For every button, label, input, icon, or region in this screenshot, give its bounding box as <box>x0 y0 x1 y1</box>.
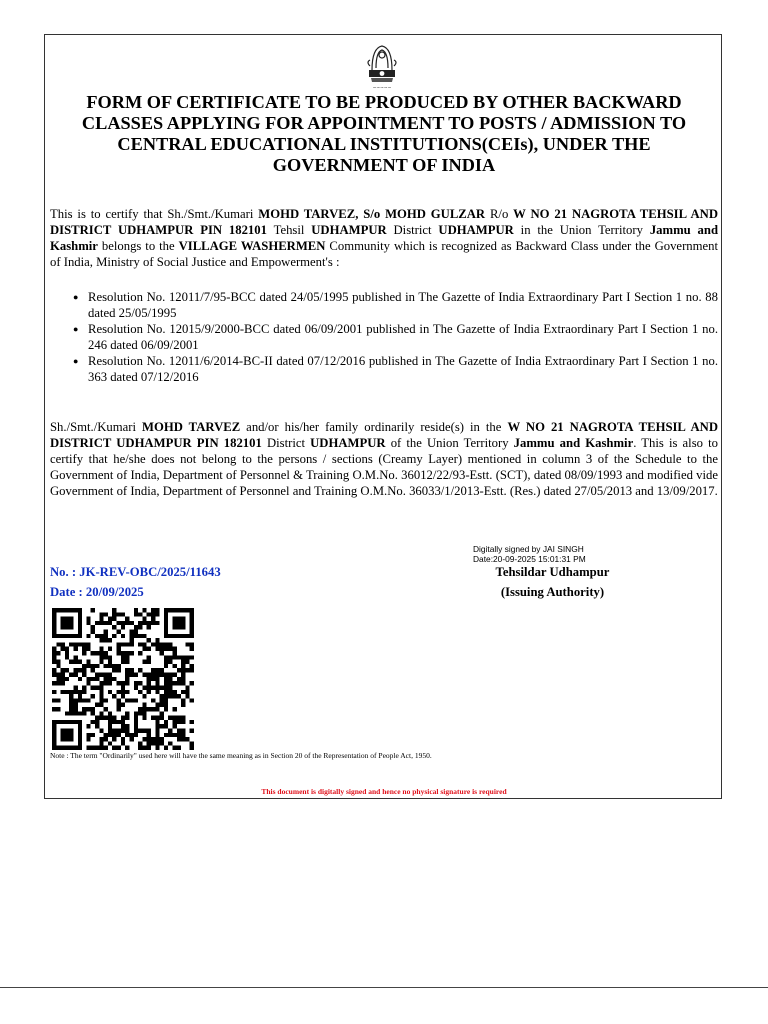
certificate-title: FORM OF CERTIFICATE TO BE PRODUCED BY OTHER BACKWARD CLASSES APPLYING FOR APPOINTMENT TO POSTS / ADMISSION TO CENTRAL EDUCATIONAL INSTITUTIONS(CEIs), UNDER THE GOVERNMENT OF INDIA <box>81 92 687 175</box>
footnote: Note : The term "Ordinarily" used here will have the same meaning as in Section 20 of the Representation of People Act, 1950. <box>50 751 432 760</box>
page-divider <box>0 987 768 988</box>
reference-number: No. : JK-REV-OBC/2025/11643 <box>50 565 221 579</box>
resident-district: UDHAMPUR <box>310 436 386 450</box>
resolution-list <box>50 289 718 385</box>
applicant-district: UDHAMPUR <box>438 223 514 237</box>
resolution-item: ● Resolution No. 12011/7/95-BCC dated 24/05/1995 published in The Gazette of India Extraordinary Part I Section 1 no. 88 dated 25/05/1995 <box>50 289 718 321</box>
resolution-item: ● Resolution No. 12015/9/2000-BCC dated 06/09/2001 published in The Gazette of India Extraordinary Part I Section 1 no. 246 dated 06/09/2001 <box>50 321 718 353</box>
digital-signature-signer: Digitally signed by JAI SINGH <box>473 544 584 554</box>
resolution-item: ● Resolution No. 12011/6/2014-BC-II dated 07/12/2016 published in The Gazette of India Extraordinary Part I Section 1 no. 363 dated 07/12/2016 <box>50 353 718 385</box>
applicant-territory: Jammu and Kashmir <box>50 223 719 253</box>
applicant-name: MOHD TARVEZ, S/o MOHD GULZAR <box>258 207 486 221</box>
issuing-authority-name: Tehsildar Udhampur <box>495 565 610 579</box>
applicant-tehsil: UDHAMPUR <box>311 223 387 237</box>
residence-paragraph: Sh./Smt./Kumari MOHD TARVEZ and/or his/her family ordinarily reside(s) in the W NO 21 NAGROTA TEHSIL AND DISTRICT UDHAMPUR PIN 182101 District UDHAMPUR of the Union Territory Jammu and Kashmir. This is also to certify that he/she does not belong to the persons / sections (Creamy Layer) mentioned in column 3 of the Schedule to the Government of India, Department of Personnel & Training O.M.No. 36012/22/93-Estt. (SCT), dated 08/09/1993 and modified vide Government of India, Department of Personnel and Training O.M.No. 36033/1/2013-Estt. (Res.) dated 27/05/2013 and 13/09/2017. <box>50 420 718 498</box>
resident-name: MOHD TARVEZ <box>142 420 241 434</box>
issuing-authority-role: (Issuing Authority) <box>500 585 605 599</box>
reference-date: Date : 20/09/2025 <box>50 585 144 599</box>
digital-signature-date: Date:20-09-2025 15:01:31 PM <box>473 554 586 564</box>
applicant-community: VILLAGE WASHERMEN <box>178 239 326 253</box>
digital-signature-notice: This document is digitally signed and hence no physical signature is required <box>261 787 507 796</box>
national-emblem-icon <box>362 40 402 92</box>
resident-territory: Jammu and Kashmir <box>513 436 634 450</box>
certification-paragraph: This is to certify that Sh./Smt./Kumari MOHD TARVEZ, S/o MOHD GULZAR R/o W NO 21 NAGROTA TEHSIL AND DISTRICT UDHAMPUR PIN 182101 Tehsil UDHAMPUR District UDHAMPUR in the Union Territory Jammu and Kashmir belongs to the VILLAGE WASHERMEN Community which is recognized as Backward Class under the Government of India, Ministry of Social Justice and Empowerment's : <box>50 207 719 269</box>
resident-address: W NO 21 NAGROTA TEHSIL AND DISTRICT UDHAMPUR PIN 182101 <box>50 420 718 450</box>
svg-text:~~~~~: ~~~~~ <box>372 86 392 91</box>
digital-signature-stamp <box>473 544 586 564</box>
qr-code-icon <box>52 608 194 750</box>
applicant-address: W NO 21 NAGROTA TEHSIL AND DISTRICT UDHAMPUR PIN 182101 <box>50 207 718 237</box>
